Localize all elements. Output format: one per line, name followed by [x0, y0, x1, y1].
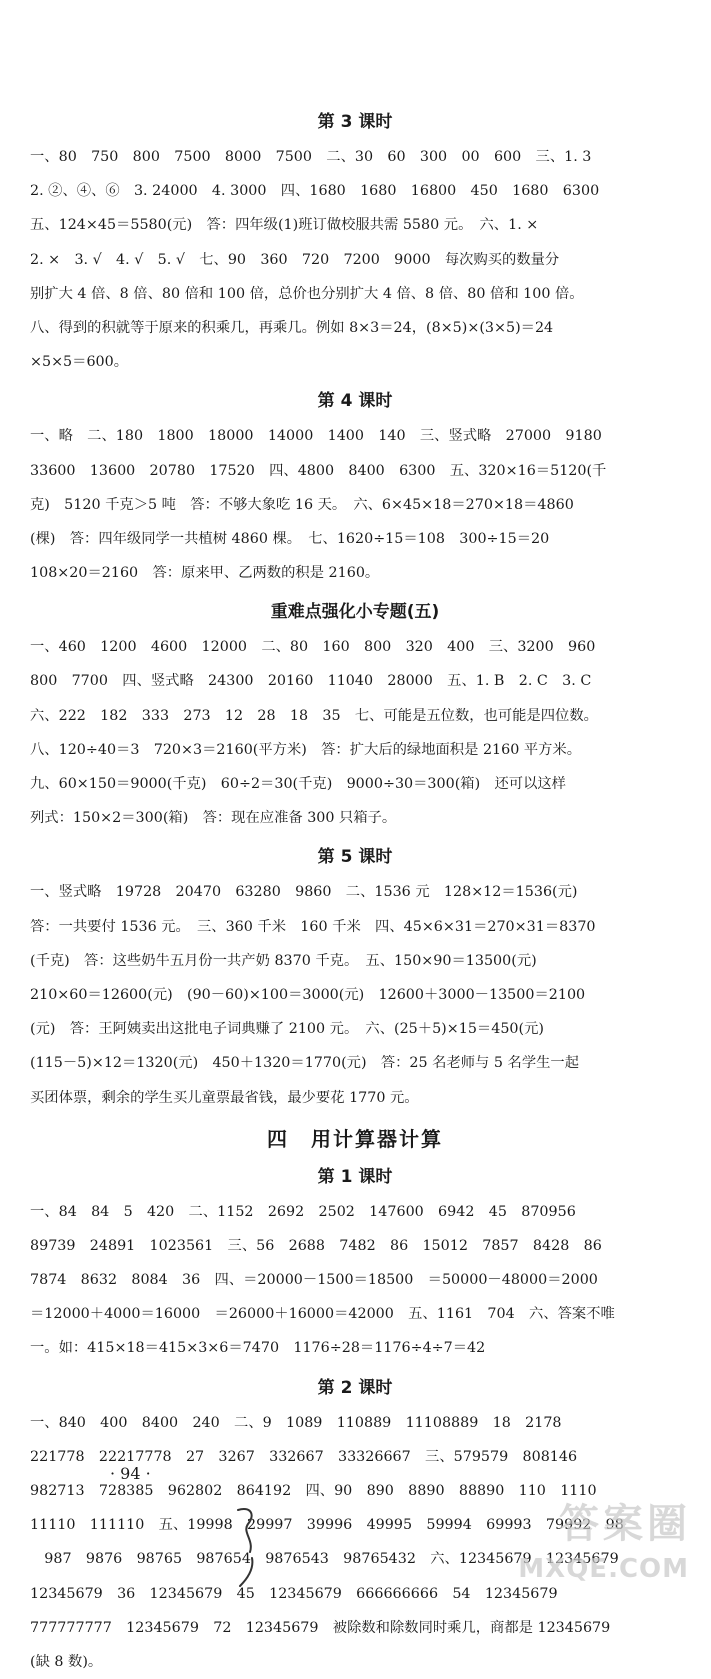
answer-line: (千克) 答：这些奶牛五月份一共产奶 8370 千克。 五、150×90＝13500(元)	[30, 952, 537, 969]
watermark-logo: 答案圈	[559, 1501, 691, 1547]
watermark	[509, 1490, 699, 1590]
answer-line: 一、84 84 5 420 二、1152 2692 2502 147600 6942 45 870956	[30, 1203, 576, 1220]
answer-paragraph	[30, 630, 680, 835]
section-heading: 第 5 课时	[317, 847, 393, 868]
answer-line: 2. ②、④、⑥ 3. 24000 4. 3000 四、1680 1680 16800 450 1680 6300	[30, 183, 600, 200]
answer-line: 八、得到的积就等于原来的积乘几，再乘几。例如 8×3＝24，(8×5)×(3×5)＝24	[30, 319, 554, 336]
section-heading: 第 2 课时	[317, 1377, 393, 1398]
answer-line: 2. × 3. √ 4. √ 5. √ 七、90 360 720 7200 9000 每次购买的数量分	[30, 251, 560, 268]
answer-line: 800 7700 四、竖式略 24300 20160 11040 28000 五、1. B 2. C 3. C	[30, 673, 592, 690]
answer-line: 一。如：415×18＝415×3×6＝7470 1176÷28＝1176÷4÷7＝42	[30, 1340, 486, 1357]
section-heading: 第 1 课时	[317, 1166, 393, 1187]
answer-line: 7874 8632 8084 36 四、＝20000－1500＝18500 ＝50000－48000＝2000	[30, 1272, 598, 1289]
answer-line: 答：一共要付 1536 元。 三、360 千米 160 千米 四、45×6×31＝270×31＝8370	[30, 918, 596, 935]
answer-line: 210×60＝12600(元) (90－60)×100＝3000(元) 12600＋3000－13500＝2100	[30, 986, 586, 1003]
answer-content	[30, 100, 680, 1679]
answer-line: ×5×5＝600。	[30, 354, 129, 371]
page-number: · 94 ·	[110, 1464, 151, 1483]
answer-line: 八、120÷40＝3 720×3＝2160(平方米) 答：扩大后的绿地面积是 2160 平方米。	[30, 741, 582, 758]
answer-line: (棵) 答：四年级同学一共植树 4860 棵。 七、1620÷15＝108 300÷15＝20	[30, 530, 550, 547]
answer-line: 221778 22217778 27 3267 332667 33326667 三、579579 808146	[30, 1448, 578, 1465]
answer-paragraph	[30, 419, 680, 590]
answer-line: 九、60×150＝9000(千克) 60÷2＝30(千克) 9000÷30＝300(箱) 还可以这样	[30, 776, 566, 792]
unit-title: 四 用计算器计算	[267, 1126, 443, 1151]
answer-line: 982713 728385 962802 864192 四、90 890 8890 88890 110 1110	[30, 1483, 597, 1499]
answer-line: 买团体票，剩余的学生买儿童票最省钱，最少要花 1770 元。	[30, 1089, 419, 1106]
answer-line: 六、222 182 333 273 12 28 18 35 七、可能是五位数，也可能是四位数。	[30, 707, 598, 724]
watermark-domain: MXQE.COM	[518, 1554, 689, 1584]
answer-line: (元) 答：王阿姨卖出这批电子词典赚了 2100 元。 六、(25＋5)×15＝450(元)	[30, 1021, 544, 1038]
section-heading: 第 4 课时	[317, 391, 393, 412]
answer-line: (115－5)×12＝1320(元) 450＋1320＝1770(元) 答：25 名老师与 5 名学生一起	[30, 1055, 580, 1072]
answer-line: 987 9876 98765 987654 9876543 98765432 六、12345679 12345679	[30, 1551, 619, 1568]
answer-line: 列式：150×2＝300(箱) 答：现在应准备 300 只箱子。	[30, 810, 397, 827]
section-heading: 重难点强化小专题(五)	[270, 602, 440, 623]
answer-line: 一、840 400 8400 240 二、9 1089 110889 11108889 18 2178	[30, 1414, 562, 1431]
answer-line: 五、124×45＝5580(元) 答：四年级(1)班订做校服共需 5580 元。 六、1. ×	[30, 217, 539, 234]
answer-line: 一、460 1200 4600 12000 二、80 160 800 320 400 三、3200 960	[30, 639, 596, 656]
pen-scribble-mark	[230, 1500, 270, 1590]
answer-line: 89739 24891 1023561 三、56 2688 7482 86 15012 7857 8428 86	[30, 1237, 602, 1254]
answer-line: 克) 5120 千克＞5 吨 答：不够大象吃 16 天。 六、6×45×18＝270×18＝4860	[30, 496, 574, 513]
answer-line: 一、80 750 800 7500 8000 7500 二、30 60 300 00 600 三、1. 3	[30, 149, 592, 165]
answer-line: ＝12000＋4000＝16000 ＝26000＋16000＝42000 五、1161 704 六、答案不唯	[30, 1306, 615, 1323]
answer-line: 一、竖式略 19728 20470 63280 9860 二、1536 元 128×12＝1536(元)	[30, 884, 578, 901]
answer-line: 108×20＝2160 答：原来甲、乙两数的积是 2160。	[30, 565, 380, 582]
section-heading: 第 3 课时	[317, 112, 393, 132]
answer-paragraph	[30, 140, 680, 379]
answer-line: 33600 13600 20780 17520 四、4800 8400 6300 五、320×16＝5120(千	[30, 462, 607, 479]
answer-line: 别扩大 4 倍、8 倍、80 倍和 100 倍，总价也分别扩大 4 倍、8 倍、80 倍和 100 倍。	[30, 285, 584, 302]
answer-line: 一、略 二、180 1800 18000 14000 1400 140 三、竖式略 27000 9180	[30, 428, 602, 445]
answer-paragraph	[30, 875, 680, 1114]
answer-paragraph	[30, 1195, 680, 1366]
answer-line: 777777777 12345679 72 12345679 被除数和除数同时乘几，商都是 12345679	[30, 1619, 611, 1636]
answer-line: 11110 111110 五、19998 29997 39996 49995 59994 69993 79992 98	[30, 1517, 624, 1534]
answer-line: (缺 8 数)。	[30, 1653, 103, 1670]
answer-line: 12345679 36 12345679 45 12345679 666666666 54 12345679	[30, 1585, 558, 1602]
